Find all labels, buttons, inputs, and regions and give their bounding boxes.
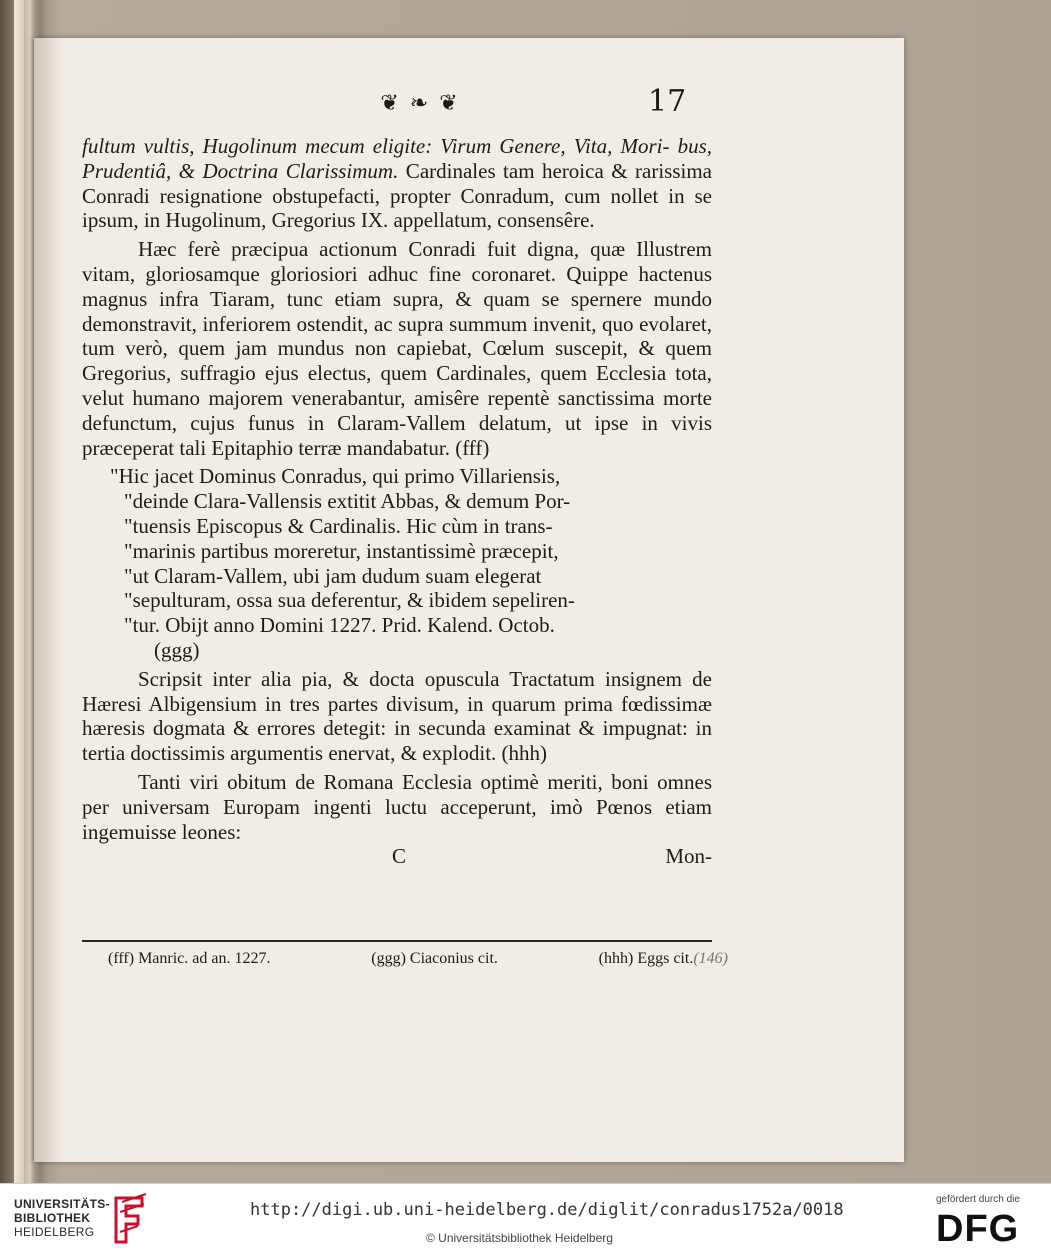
footnote-ref-fff: (fff)	[455, 435, 490, 460]
body-text	[82, 134, 712, 869]
epitaph-line: "ut Claram-Vallem, ubi jam dudum suam elegerat	[124, 563, 542, 588]
footnote-rule	[82, 940, 712, 942]
library-name-line-2: BIBLIOTHEK	[14, 1211, 91, 1225]
footnote-hhh: (hhh) Eggs cit.(146)	[598, 950, 728, 967]
epitaph-line: "tur. Obijt anno Domini 1227. Prid. Kalend. Octob.	[124, 613, 555, 638]
footnote-fff: (fff) Manric. ad an. 1227.	[108, 950, 271, 967]
library-logo-icon	[108, 1192, 148, 1248]
signature-mark: C	[392, 844, 407, 869]
epitaph-line: "marinis partibus moreretur, instantissimè præcepit,	[124, 538, 559, 563]
pencil-note: (146)	[693, 950, 728, 967]
funding-label: gefördert durch die	[936, 1194, 1020, 1205]
paragraph-2-text: Hæc ferè præcipua actionum Conradi fuit digna, quæ Illustrem vitam, gloriosamque gloriosiori adhuc fine coronaret. Quippe hactenus magnus infra Tiaram, tunc etiam supra, & quam se spernere mundo demonstravit, inferiorem ostendit, ac supra summum invenit, quo evolaret, tum verò, quem jam mundus non capiebat, Cœlum suscepit, & quem Gregorius, suffragio ejus electus, quem Cardinales, quem Ecclesia tota, velut humano majorem venerabantur, amisêre repentè sanctissima morte defunctum, cujus funus in Claram-Vallem delatum, ut ipse in vivis præceperat tali Epitaphio terræ mandabatur.	[82, 237, 712, 460]
paragraph-2	[82, 237, 712, 460]
page-gutter-shadow	[34, 38, 64, 1162]
footnote-ref-ggg: (ggg)	[154, 637, 200, 662]
previous-page-edge	[14, 0, 24, 1183]
signature-line	[82, 844, 712, 869]
footnote-ggg: (ggg) Ciaconius cit.	[371, 950, 498, 967]
paragraph-3: Scripsit inter alia pia, & docta opuscula Tractatum insignem de Hæresi Albigensium in tres partes divisum, in quarum prima fœdissimæ hæresis dogmata & errores detegit: in secunda examinat & impugnat: in tertia doctissimis argumentis enervat, & explodit. (hhh)	[82, 666, 712, 766]
epitaph-line: "Hic jacet Dominus Conradus, qui primo Villariensis,	[110, 464, 561, 489]
library-logo-text[interactable]	[14, 1197, 110, 1239]
footnotes	[108, 950, 728, 968]
viewer-footer	[0, 1183, 1051, 1259]
library-name-line-3: HEIDELBERG	[14, 1225, 95, 1239]
paragraph-4: Tanti viri obitum de Romana Ecclesia optimè meriti, boni omnes per universam Europam ingenti luctu acceperunt, imò Pœnos etiam ingemuisse leones:	[82, 769, 712, 844]
paragraph-1	[82, 134, 712, 233]
italic-line-2: bus, Prudentiâ, & Doctrina Clarissimum.	[82, 134, 712, 183]
paragraph-1-rest: & rarissima Conradi resignatione obstupefacti, propter Conradum, cum nollet in se ipsum, in Hugolinum, Gregorius IX. appellatum, consensêre.	[82, 158, 713, 233]
dfg-logo[interactable]: DFG	[936, 1208, 1020, 1250]
header-ornament: ❦ ❧ ❦	[380, 90, 460, 116]
epitaph	[110, 464, 712, 662]
page-number: 17	[648, 84, 687, 119]
permalink-url[interactable]: http://digi.ub.uni-heidelberg.de/diglit/conradus1752a/0018	[250, 1200, 844, 1220]
catchword: Mon-	[665, 844, 712, 869]
epitaph-line: "tuensis Episcopus & Cardinalis. Hic cùm in trans-	[124, 513, 553, 538]
copyright-notice: © Universitätsbibliothek Heidelberg	[426, 1231, 613, 1245]
roman-line-2: Cardinales tam heroica	[398, 158, 604, 183]
epitaph-line: "deinde Clara-Vallensis extitit Abbas, & demum Por-	[124, 489, 571, 514]
library-name-line-1: UNIVERSITÄTS-	[14, 1197, 110, 1211]
epitaph-line: "sepulturam, ossa sua deferentur, & ibidem sepeliren-	[124, 588, 575, 613]
italic-line-1: fultum vultis, Hugolinum mecum eligite: Virum Genere, Vita, Mori-	[82, 134, 670, 158]
